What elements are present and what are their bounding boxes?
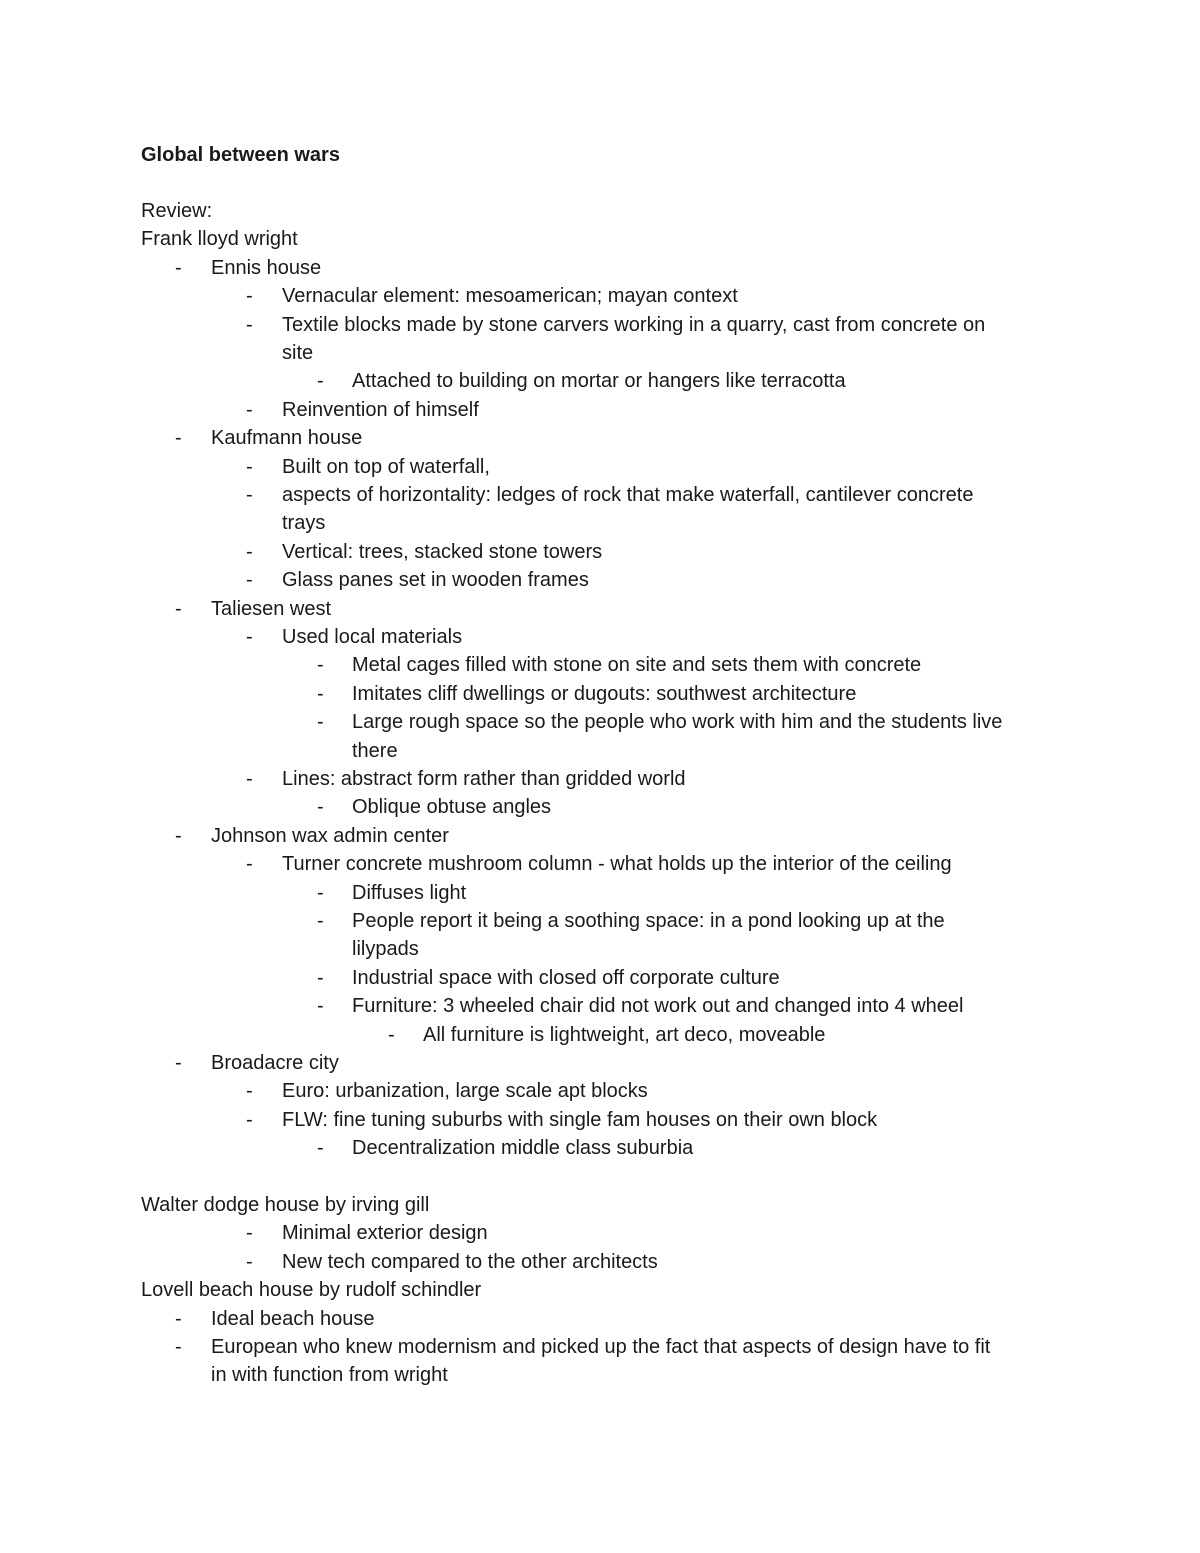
text-line: site — [282, 342, 314, 364]
list-item: Diffuses light — [352, 881, 467, 904]
list-item: Oblique obtuse angles — [352, 796, 552, 819]
list-item: Vernacular element: mesoamerican; mayan context — [282, 285, 738, 308]
list-item: New tech compared to the other architects — [282, 1250, 658, 1273]
list-bullet: - — [317, 1137, 324, 1160]
document-title: Global between wars — [141, 144, 340, 166]
list-item: Industrial space with closed off corporate culture — [352, 966, 780, 989]
text-line: trays — [282, 512, 326, 535]
list-item: Built on top of waterfall, — [282, 455, 490, 478]
list-bullet: - — [317, 966, 324, 989]
list-item: Ennis house — [211, 256, 322, 279]
text-line: Lovell beach house by rudolf schindler — [141, 1279, 482, 1302]
list-item: Textile blocks made by stone carvers working in a quarry, cast from concrete on — [282, 313, 986, 336]
list-bullet: - — [246, 1250, 253, 1273]
list-item: Broadacre city — [211, 1052, 339, 1074]
list-item: Used local materials — [282, 626, 463, 648]
list-item: Taliesen west — [211, 597, 332, 620]
text-line: Walter dodge house by irving gill — [141, 1194, 430, 1216]
list-bullet: - — [317, 910, 324, 932]
list-bullet: - — [317, 881, 324, 904]
text-line: Frank lloyd wright — [141, 228, 298, 251]
text-line: lilypads — [352, 938, 419, 961]
list-item: Lines: abstract form rather than gridded world — [282, 768, 686, 790]
list-bullet: - — [175, 427, 182, 450]
list-item: Metal cages filled with stone on site and sets them with concrete — [352, 654, 922, 677]
list-item: Glass panes set in wooden frames — [282, 569, 589, 592]
text-line: Review: — [141, 200, 213, 222]
list-item: European who knew modernism and picked up the fact that aspects of design have to fit — [211, 1336, 991, 1358]
list-item: People report it being a soothing space: in a pond looking up at the — [352, 910, 945, 932]
list-item: Minimal exterior design — [282, 1222, 488, 1245]
list-item: Reinvention of himself — [282, 398, 479, 421]
list-item: Euro: urbanization, large scale apt blocks — [282, 1080, 648, 1103]
list-bullet: - — [175, 256, 182, 279]
list-item: Kaufmann house — [211, 427, 363, 450]
list-bullet: - — [246, 313, 253, 336]
list-bullet: - — [246, 569, 253, 592]
list-item: All furniture is lightweight, art deco, moveable — [423, 1023, 826, 1046]
list-bullet: - — [246, 768, 253, 790]
list-bullet: - — [246, 1222, 253, 1245]
list-bullet: - — [317, 995, 324, 1018]
list-bullet: - — [246, 1108, 253, 1131]
list-item: Vertical: trees, stacked stone towers — [282, 540, 603, 563]
list-bullet: - — [175, 1052, 182, 1074]
list-item: Furniture: 3 wheeled chair did not work out and changed into 4 wheel — [352, 995, 964, 1018]
list-bullet: - — [246, 853, 253, 876]
list-bullet: - — [175, 824, 182, 847]
list-item: FLW: fine tuning suburbs with single fam houses on their own block — [282, 1108, 878, 1131]
list-item: Turner concrete mushroom column - what holds up the interior of the ceiling — [282, 853, 952, 876]
list-item: Attached to building on mortar or hangers like terracotta — [352, 370, 846, 393]
list-bullet: - — [246, 455, 253, 478]
list-bullet: - — [246, 285, 253, 308]
list-item: Ideal beach house — [211, 1307, 375, 1330]
list-item: Imitates cliff dwellings or dugouts: southwest architecture — [352, 682, 857, 705]
text-line: in with function from wright — [211, 1364, 448, 1387]
list-bullet: - — [246, 540, 253, 563]
list-bullet: - — [317, 654, 324, 677]
list-bullet: - — [317, 370, 324, 393]
list-bullet: - — [246, 398, 253, 421]
list-bullet: - — [175, 1307, 182, 1330]
list-bullet: - — [246, 626, 253, 648]
list-item: aspects of horizontality: ledges of rock that make waterfall, cantilever concrete — [282, 484, 974, 506]
list-bullet: - — [317, 796, 324, 819]
list-bullet: - — [175, 1336, 182, 1358]
list-bullet: - — [175, 597, 182, 620]
text-line: there — [352, 739, 398, 762]
list-item: Johnson wax admin center — [211, 824, 449, 847]
list-bullet: - — [388, 1023, 395, 1046]
list-bullet: - — [317, 711, 324, 734]
list-bullet: - — [317, 682, 324, 705]
list-item: Decentralization middle class suburbia — [352, 1137, 694, 1160]
list-bullet: - — [246, 484, 253, 506]
list-bullet: - — [246, 1080, 253, 1103]
list-item: Large rough space so the people who work with him and the students live — [352, 711, 1003, 734]
